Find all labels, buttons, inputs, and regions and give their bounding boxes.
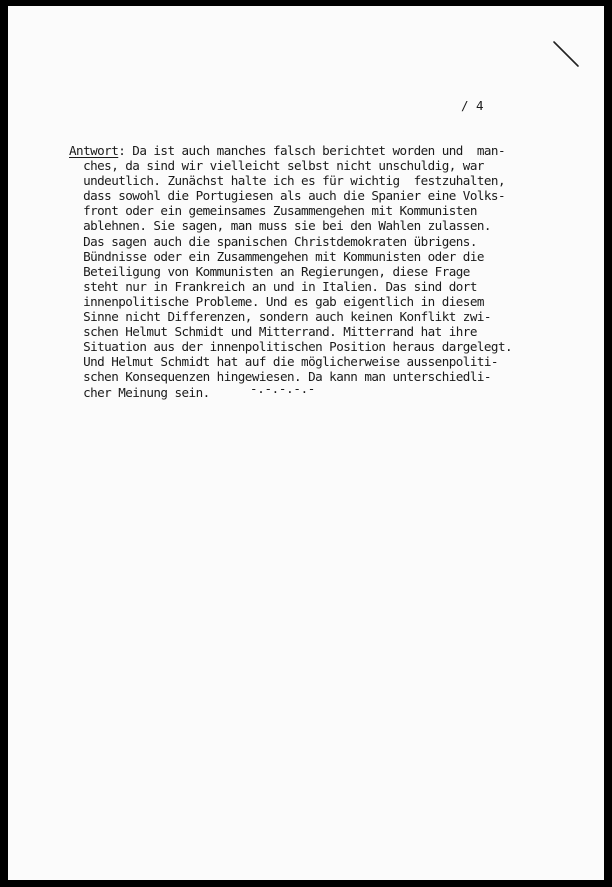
text-line: Situation aus der innenpolitischen Position heraus dargelegt.	[69, 339, 513, 355]
text-line: undeutlich. Zunächst halte ich es für wichtig festzuhalten,	[69, 173, 505, 189]
text-line	[69, 143, 589, 158]
text-line: front oder ein gemeinsames Zusammengehen mit Kommunisten	[69, 203, 477, 219]
text-line: Und Helmut Schmidt hat auf die möglicherweise aussenpoliti-	[69, 354, 498, 370]
answer-paragraph	[69, 143, 589, 400]
text-line: schen Helmut Schmidt und Mitterrand. Mitterrand hat ihre	[69, 324, 477, 340]
text-line: ches, da sind wir vielleicht selbst nicht unschuldig, war	[69, 158, 484, 174]
text-line: cher Meinung sein.	[69, 384, 210, 400]
line-text: : Da ist auch manches falsch berichtet worden und man-	[118, 143, 505, 158]
text-line: schen Konsequenzen hingewiesen. Da kann man unterschiedli-	[69, 369, 491, 385]
closing-mark: -.-.-.-.-	[250, 381, 316, 396]
text-line: steht nur in Frankreich an und in Italien. Das sind dort	[69, 278, 477, 294]
text-line: Beteiligung von Kommunisten an Regierungen, diese Frage	[69, 263, 470, 279]
text-line: dass sowohl die Portugiesen als auch die Spanier eine Volks-	[69, 188, 505, 204]
text-line: Sinne nicht Differenzen, sondern auch keinen Konflikt zwi-	[69, 309, 491, 325]
document-page	[8, 6, 604, 880]
text-line: Bündnisse oder ein Zusammengehen mit Kommunisten oder die	[69, 248, 484, 264]
text-line: innenpolitische Probleme. Und es gab eigentlich in diesem	[69, 293, 484, 309]
text-line: ablehnen. Sie sagen, man muss sie bei den Wahlen zulassen.	[69, 218, 491, 234]
page-number: / 4	[461, 98, 484, 113]
pen-stroke-icon	[554, 42, 586, 74]
speaker-label: Antwort	[69, 143, 119, 158]
text-line: Das sagen auch die spanischen Christdemokraten übrigens.	[69, 233, 477, 249]
corner-pen-mark	[554, 42, 555, 43]
